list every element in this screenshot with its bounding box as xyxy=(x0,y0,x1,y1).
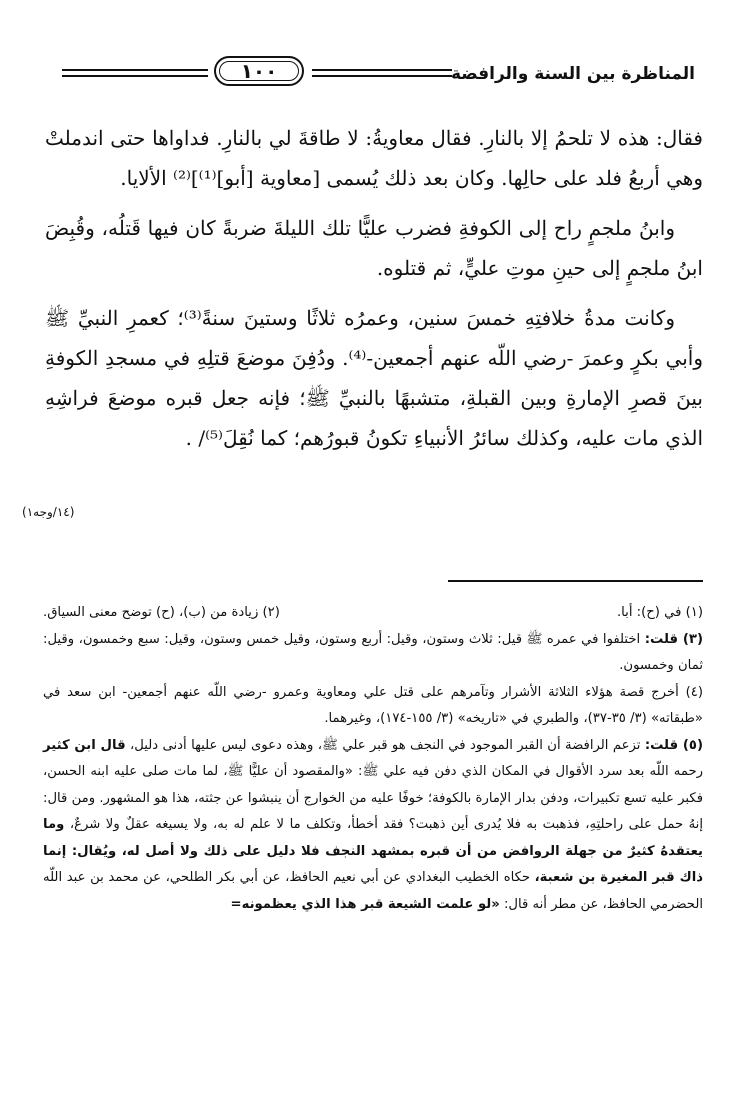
footnote-5 xyxy=(43,733,703,919)
footnote-text: اختلفوا في عمره ﷺ قيل: ثلاث وستون، وقيل: أربع وستون، وقيل خمس وستون، وقيل: سبع وخمسون، وقيل: ثمان وخمسون. xyxy=(43,631,703,673)
header-double-rule-left xyxy=(62,69,208,77)
footnote-quote: وما يعتقدهُ كثيرٌ من جهلة الروافض من أن قبره بمشهد النجف فلا دليل على ذلك ولا أصل له، ويُقال: إنما ذاك قبر المغيرة بن شعبة، xyxy=(43,817,703,885)
page-header xyxy=(60,56,700,92)
footnote-label: (٣) قلت: xyxy=(644,631,703,647)
manuscript-margin-note: (١٤/وجه١) xyxy=(22,505,75,519)
header-double-rule-right xyxy=(312,69,452,77)
footnote-text: تزعم الرافضة أن القبر الموجود في النجف هو قبر علي ﷺ، وهذه دعوى ليس عليها أدنى دليل، xyxy=(129,737,641,753)
footnote-2: (٢) زيادة من (ب)، (ح) توضح معنى السياق. xyxy=(43,605,280,620)
footnote-3 xyxy=(43,627,703,680)
main-text xyxy=(45,118,703,468)
footnote-4: (٤) أخرج قصة هؤلاء الثلاثة الأشرار وتآمرهم على قتل علي ومعاوية وعمرو -رضي اللّه عنهم أجمعين- ابن سعد في «طبقاته» (٣/ ٣٥-٣٧)، والطبري في «تاريخه» (٣/ ١٥٥-١٧٤)، وغيرهما. xyxy=(43,684,703,726)
footnote-citation: قال ابن كثير xyxy=(43,737,126,753)
footnote-separator xyxy=(448,580,703,582)
paragraph: وابنُ ملجمٍ راح إلى الكوفةِ فضرب عليًّا تلك الليلةَ ضربةً كان فيها قَتلُه، وقُبِضَ ابنُ ملجمٍ إلى حينِ موتِ عليٍّ، ثم قتلوه. xyxy=(45,216,703,280)
footnote-row xyxy=(43,600,703,627)
paragraph: فقال: هذه لا تلحمُ إلا بالنارِ. فقال معاويةُ: لا طاقةَ لي بالنارِ. فداواها حتى اندملتْ وهي أربعُ فلد على حالِها. وكان بعد ذلك يُسمى [معاوية [أبو]⁽¹⁾]⁽²⁾ الألايا. xyxy=(45,126,703,190)
footnote-label: (٥) قلت: xyxy=(644,737,703,753)
paragraph: وكانت مدةُ خلافتِهِ خمسَ سنين، وعمرُه ثلاثًا وستينَ سنةً⁽³⁾؛ كعمرِ النبيِّ ﷺ وأبي بكرٍ وعمرَ -رضي اللّه عنهم أجمعين-⁽⁴⁾. ودُفِنَ موضعَ قتلِهِ في مسجدِ الكوفةِ بينَ قصرِ الإمارةِ وبين القبلةِ، متشبهًا بالنبيِّ ﷺ؛ فإنه جعل قبره موضعَ فراشِهِ الذي مات عليه، وكذلك سائرُ الأنبياءِ تكونُ قبورُهم؛ كما نُقِلَ⁽⁵⁾/ . xyxy=(45,306,703,450)
footnote-quote: «لو علمت الشيعة قبر هذا الذي يعظمونه= xyxy=(230,896,500,912)
footnote-text: حكاه الخطيب البغدادي عن أبي نعيم الحافظ، عن أبي بكر الطلحي، عن محمد بن عبد اللّه الحضرمي الحافظ، عن مطر أنه قال: xyxy=(43,870,703,912)
footnote-1: (١) في (ح): أبا. xyxy=(616,605,703,620)
page-number: ١٠٠ xyxy=(214,56,304,86)
footnote-text: رحمه اللّه بعد سرد الأقوال في المكان الذي دفن فيه علي ﷺ: «والمقصود أن عليًّا ﷺ، لما مات صلى عليه ابنه الحسن، فكبر عليه تسع تكبيرات، ودفن بدار الإمارة بالكوفة؛ خوفًا عليه من الخوارج أن ينبشوا عن جثته، هذا هو المشهور. ومن قال: إنهُ حمل على راحلتِهِ، فذهبت به فلا يُدرى أين ذهبت؟ فقد أخطأ، وتكلف ما لا علم له به، ولا يسيغه عقلٌ ولا شرعٌ، xyxy=(43,764,703,832)
footnotes xyxy=(43,600,703,918)
running-title: المناظرة بين السنة والرافضة xyxy=(450,64,695,84)
